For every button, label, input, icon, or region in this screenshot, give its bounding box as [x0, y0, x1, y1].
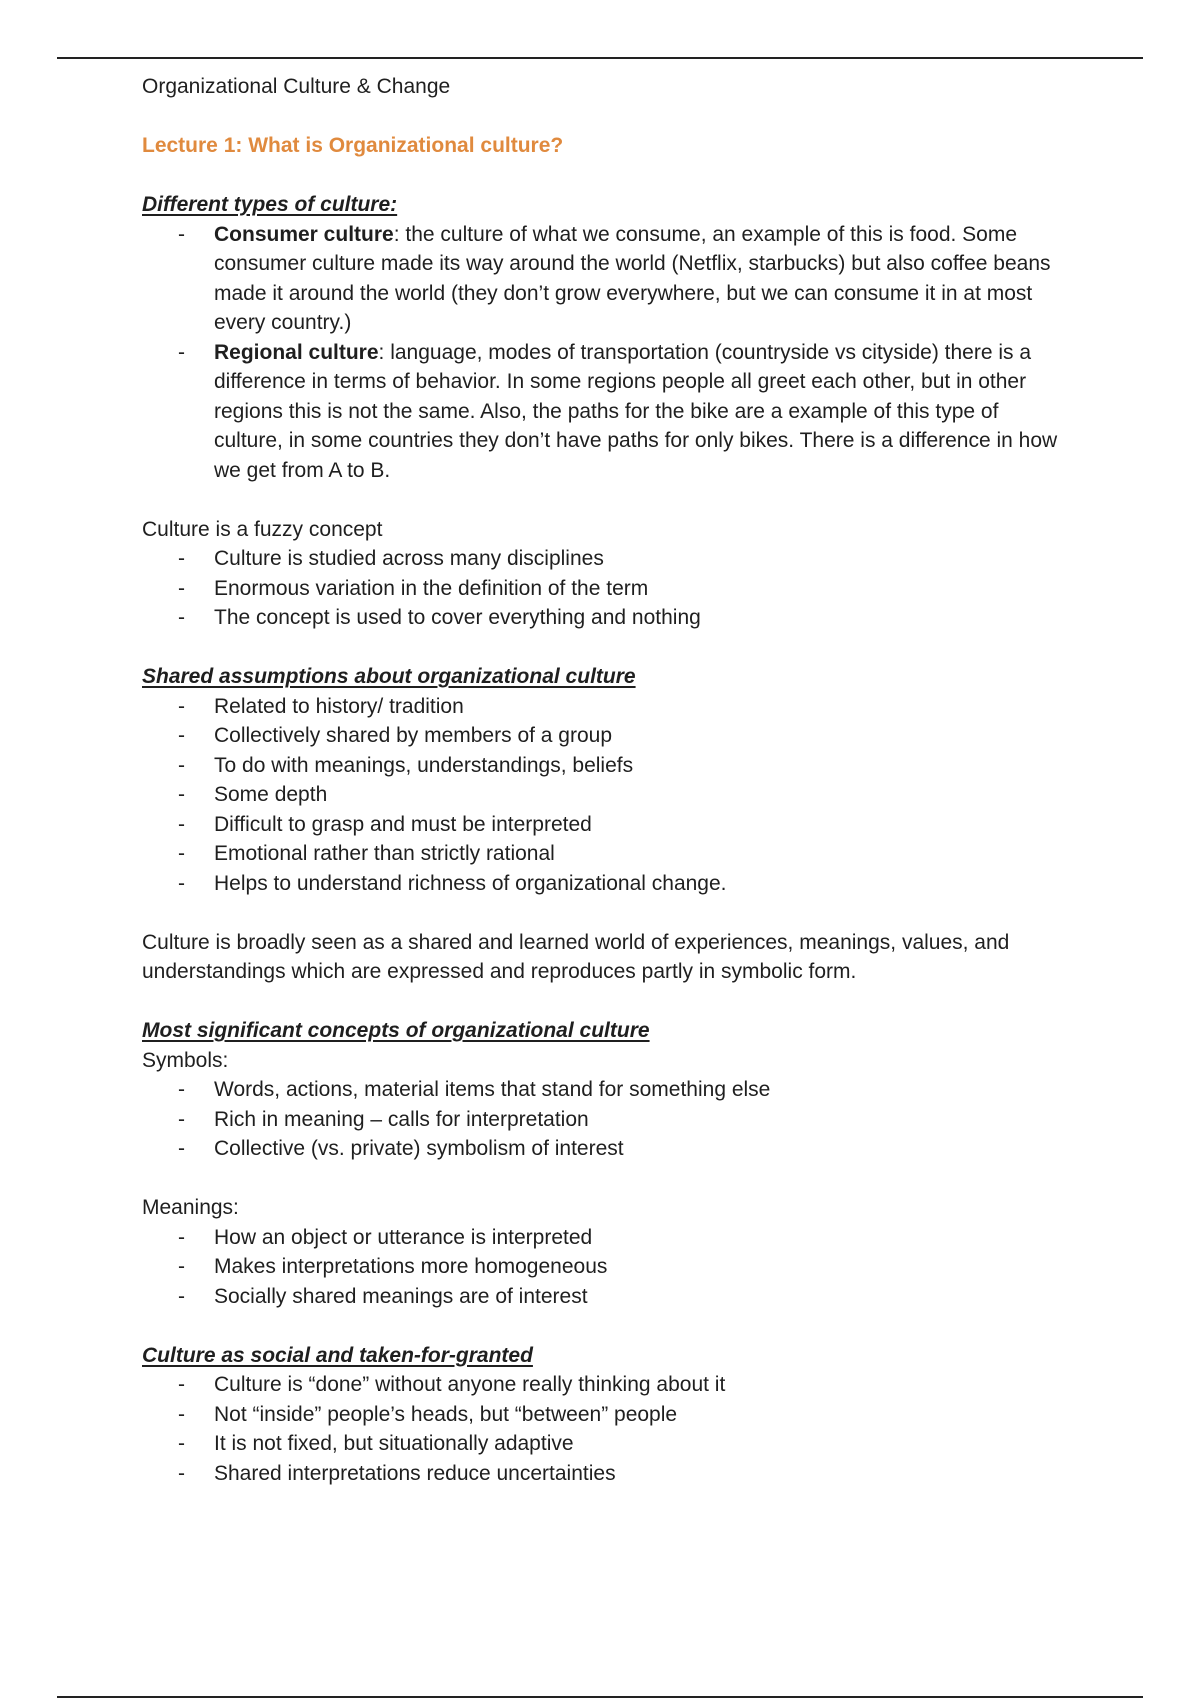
list-item: - Enormous variation in the definition of the term	[214, 574, 1072, 604]
list-item: - Collectively shared by members of a group	[214, 721, 1072, 751]
meanings-label: Meanings:	[142, 1196, 239, 1219]
fuzzy-list	[142, 544, 1072, 633]
list-item: - Some depth	[214, 780, 1072, 810]
bottom-divider	[57, 1696, 1143, 1698]
list-item: - To do with meanings, understandings, beliefs	[214, 751, 1072, 781]
document-header: Organizational Culture & Change	[142, 75, 451, 98]
section-heading-assumptions: Shared assumptions about organizational culture	[142, 665, 636, 688]
social-list	[142, 1370, 1072, 1488]
list-item: - How an object or utterance is interpreted	[214, 1223, 1072, 1253]
list-item: - Helps to understand richness of organizational change.	[214, 869, 1072, 899]
list-item: - Shared interpretations reduce uncertainties	[214, 1459, 1072, 1489]
section-heading-types: Different types of culture:	[142, 193, 398, 216]
list-item: - Socially shared meanings are of interest	[214, 1282, 1072, 1312]
fuzzy-intro: Culture is a fuzzy concept	[142, 517, 383, 541]
list-item: - Culture is studied across many disciplines	[214, 544, 1072, 574]
document-body	[142, 72, 1072, 1488]
symbols-list	[142, 1075, 1072, 1164]
section-heading-concepts: Most significant concepts of organizational culture	[142, 1019, 650, 1042]
list-item: - It is not fixed, but situationally adaptive	[214, 1429, 1072, 1459]
section-heading-social: Culture as social and taken-for-granted	[142, 1343, 533, 1367]
list-item: - Culture is “done” without anyone really thinking about it	[214, 1370, 1072, 1400]
symbols-label: Symbols:	[142, 1048, 229, 1072]
term-consumer-culture: Consumer culture	[214, 222, 394, 246]
list-item-consumer-culture	[214, 220, 1072, 338]
list-item: - Rich in meaning – calls for interpretation	[214, 1105, 1072, 1135]
list-item: - Emotional rather than strictly rational	[214, 839, 1072, 869]
list-item: - Makes interpretations more homogeneous	[214, 1252, 1072, 1282]
types-list	[142, 220, 1072, 486]
list-item: - Related to history/ tradition	[214, 692, 1072, 722]
list-item: - The concept is used to cover everything and nothing	[214, 603, 1072, 633]
list-item: - Not “inside” people’s heads, but “between” people	[214, 1400, 1072, 1430]
lecture-title: Lecture 1: What is Organizational culture?	[142, 134, 564, 157]
assumptions-list	[142, 692, 1072, 899]
list-item-regional-culture	[214, 338, 1072, 486]
list-item: - Difficult to grasp and must be interpreted	[214, 810, 1072, 840]
definition-paragraph: Culture is broadly seen as a shared and learned world of experiences, meanings, values, and understandings which are expressed and reproduces partly in symbolic form.	[142, 930, 1010, 983]
consumer-culture-description: : the culture of what we consume, an example of this is food. Some consumer culture made its way around the world (Netflix, starbucks) but also coffee beans made it around the world (they don’t grow everywhere, but we can consume it in at most every country.)	[214, 222, 1051, 334]
list-item: - Words, actions, material items that stand for something else	[214, 1075, 1072, 1105]
top-divider	[57, 57, 1143, 59]
term-regional-culture: Regional culture	[214, 340, 379, 364]
regional-culture-description: : language, modes of transportation (countryside vs cityside) there is a difference in terms of behavior. In some regions people all greet each other, but in other regions this is not the same. Also, the paths for the bike are a example of this type of culture, in some countries they don’t have paths for only bikes. There is a difference in how we get from A to B.	[214, 340, 1058, 482]
list-item: - Collective (vs. private) symbolism of interest	[214, 1134, 1072, 1164]
meanings-list	[142, 1223, 1072, 1312]
